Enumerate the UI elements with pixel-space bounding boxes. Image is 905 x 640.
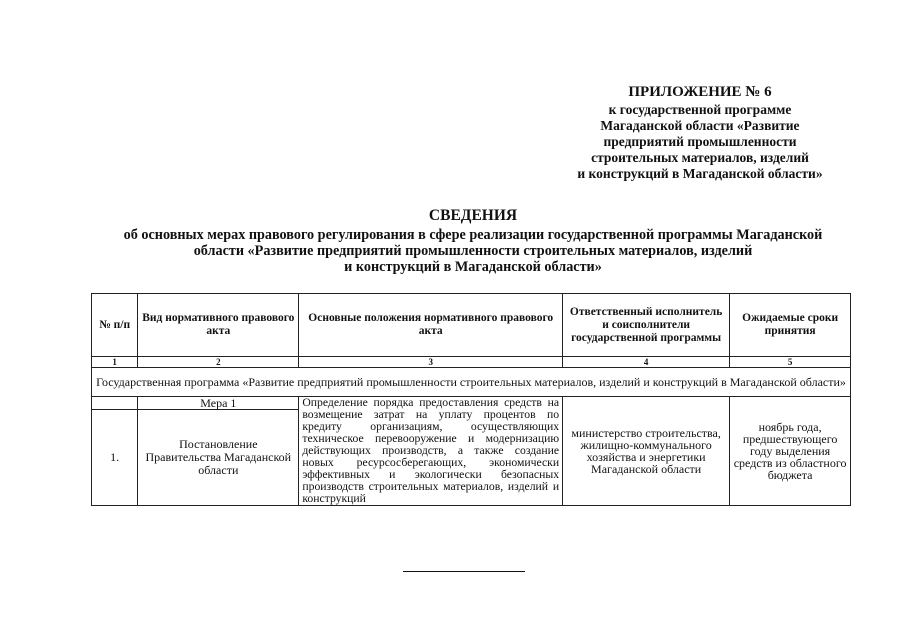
- title-heading: СВЕДЕНИЯ: [428, 207, 518, 224]
- program-row: [92, 368, 851, 397]
- row-number-cell: 1.: [92, 410, 138, 506]
- header-cell-act: Вид нормативного правового акта: [138, 294, 299, 357]
- program-title-cell: Государственная программа «Развитие предприятий промышленности строительных материалов, изделий и конструкций в Магаданской области»: [92, 368, 851, 397]
- title-line: области «Развитие предприятий промышленности строительных материалов, изделий: [193, 243, 753, 259]
- column-number: 3: [299, 357, 563, 368]
- measures-table: [91, 293, 851, 506]
- document-title: [88, 208, 858, 275]
- column-number: 1: [92, 357, 138, 368]
- annex-line: строительных материалов, изделий: [591, 150, 809, 165]
- annex-block: [555, 84, 845, 182]
- annex-line: к государственной программе: [608, 102, 792, 117]
- column-number: 4: [563, 357, 730, 368]
- title-line: и конструкций в Магаданской области»: [344, 259, 602, 275]
- annex-line: Магаданской области «Развитие: [600, 118, 800, 133]
- header-cell-num: № п/п: [92, 294, 138, 357]
- title-line: об основных мерах правового регулирования в сфере реализации государственной программы Магаданской: [123, 227, 823, 243]
- signature-line: [403, 571, 525, 572]
- header-cell-deadline: Ожидаемые сроки принятия: [730, 294, 851, 357]
- measure-row: [92, 397, 851, 410]
- header-cell-provisions: Основные положения нормативного правового акта: [299, 294, 563, 357]
- column-number: 5: [730, 357, 851, 368]
- measure-label: Мера 1: [138, 397, 299, 410]
- empty-cell: [92, 397, 138, 410]
- annex-line: и конструкций в Магаданской области»: [577, 166, 823, 181]
- provisions-cell: Определение порядка предоставления средств на возмещение затрат на уплату процентов по кредиту организациям, осуществляющих техническое перевооружение и модернизацию действующих производств, а также создание новых ресурсосберегающих, экономически эффективных и экологически безопасных производств строительных материалов, изделий и конструкций: [299, 397, 563, 506]
- header-cell-executor: Ответственный исполнитель и соисполнители государственной программы: [563, 294, 730, 357]
- executor-cell: министерство строительства, жилищно-коммунального хозяйства и энергетики Магаданской области: [563, 397, 730, 506]
- column-number: 2: [138, 357, 299, 368]
- annex-heading: ПРИЛОЖЕНИЕ № 6: [628, 84, 772, 100]
- act-type-cell: Постановление Правительства Магаданской области: [138, 410, 299, 506]
- annex-line: предприятий промышленности: [603, 134, 797, 149]
- table-header-row: [92, 294, 851, 357]
- column-numbers-row: [92, 357, 851, 368]
- deadline-cell: ноябрь года, предшествующего году выделения средств из областного бюджета: [730, 397, 851, 506]
